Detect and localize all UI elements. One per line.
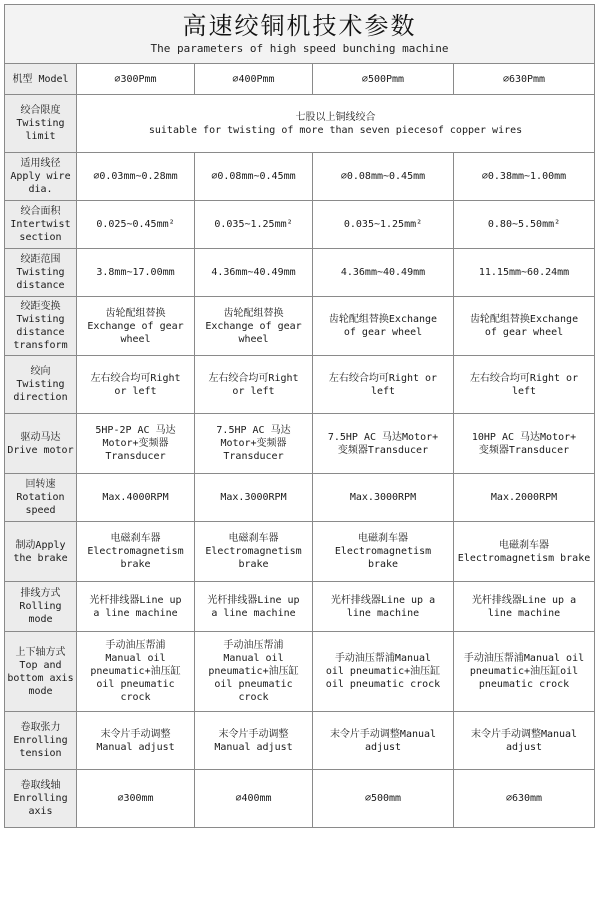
cell-line: 光杆排线器Line up (207, 594, 300, 606)
value-cell (77, 201, 195, 249)
spec-sheet (4, 4, 594, 918)
cell-line: 光杆排线器Line up (89, 594, 182, 606)
row-label (5, 356, 77, 414)
value-cell (195, 632, 313, 712)
cell-line: ⌀300Pmm (114, 73, 157, 85)
value-cell (77, 770, 195, 828)
cell-line: 0.035~1.25mm² (343, 219, 423, 230)
cell-line: 末令片手动调整 (100, 728, 171, 740)
row-label (5, 474, 77, 522)
cell-line: 5HP-2P AC 马达 (95, 425, 176, 436)
cell-line: Max.2000RPM (490, 492, 558, 503)
cell-line: 变频器Transducer (337, 444, 429, 456)
cell-line: or left (114, 385, 157, 397)
cell-line: ⌀630Pmm (502, 73, 546, 85)
cell-line: Top and (19, 659, 62, 671)
cell-line: 制动Apply (15, 539, 66, 551)
value-cell (313, 474, 454, 522)
value-cell (195, 474, 313, 522)
cell-line: dia. (28, 184, 53, 195)
cell-line: 绞距变换 (20, 301, 61, 312)
cell-line: 绞合限度 (20, 105, 61, 116)
cell-line: line machine (487, 607, 561, 619)
cell-line: adjust (364, 741, 402, 753)
cell-line: 变频器Transducer (478, 444, 570, 456)
cell-line: a line machine (211, 607, 296, 619)
table-row (5, 64, 595, 95)
value-cell (77, 64, 195, 95)
cell-line: suitable for twisting of more than seven piecesof copper wires (148, 124, 523, 136)
value-cell (77, 249, 195, 297)
cell-line: or left (232, 385, 275, 397)
cell-line: 手动油压帮浦 (223, 640, 284, 651)
cell-line: 齿轮配组替换 (223, 307, 284, 319)
value-cell (195, 582, 313, 632)
cell-line: brake (238, 559, 269, 570)
cell-line: 7.5HP AC 马达 (216, 425, 291, 436)
parameter-rows (5, 64, 595, 828)
page-title: 高速绞铜机技术参数 (182, 12, 417, 40)
cell-line: ⌀300mm (117, 793, 154, 804)
cell-line: Twisting (16, 379, 65, 390)
value-cell (77, 414, 195, 474)
cell-line: Electromagnetism (87, 546, 184, 557)
cell-line: 4.36mm~40.49mm (211, 267, 296, 278)
cell-line: pneumatic+油压缸 (90, 666, 181, 677)
value-cell (454, 414, 595, 474)
cell-line: 电磁刹车器 (228, 533, 279, 544)
cell-line: transform (13, 340, 68, 351)
cell-line: Motor+变频器 (102, 438, 169, 449)
cell-line: 手动油压帮浦 (105, 640, 166, 651)
cell-line: axis (28, 806, 53, 817)
cell-line: 绞距范围 (20, 254, 61, 265)
value-cell (77, 582, 195, 632)
value-cell (195, 356, 313, 414)
value-cell (77, 712, 195, 770)
value-cell (313, 64, 454, 95)
table-row (5, 414, 595, 474)
table-row (5, 712, 595, 770)
cell-line: Drive motor (7, 444, 74, 456)
cell-line: of gear wheel (484, 327, 564, 338)
cell-line: ⌀0.08mm~0.45mm (211, 171, 296, 182)
cell-line: Manual oil (105, 653, 166, 664)
cell-line: ⌀0.03mm~0.28mm (93, 171, 178, 182)
value-cell (195, 414, 313, 474)
table-row (5, 201, 595, 249)
cell-line: speed (25, 505, 56, 516)
merged-value-cell (77, 95, 595, 153)
cell-line: brake (367, 559, 399, 570)
value-cell (195, 153, 313, 201)
cell-line: crock (238, 692, 269, 703)
cell-line: Transducer (105, 451, 166, 462)
cell-line: Twisting (16, 267, 65, 278)
cell-line: Motor+变频器 (220, 438, 287, 449)
table-row (5, 249, 595, 297)
cell-line: left (370, 385, 396, 397)
cell-line: brake (120, 559, 151, 570)
cell-line: ⌀400Pmm (232, 73, 275, 85)
cell-line: Twisting (16, 118, 65, 129)
row-label (5, 153, 77, 201)
cell-line: distance (16, 280, 65, 291)
cell-line: 0.035~1.25mm² (214, 219, 293, 230)
cell-line: wheel (238, 333, 269, 345)
cell-line: distance (16, 327, 65, 338)
cell-line: 10HP AC 马达Motor+ (471, 431, 577, 443)
cell-line: Max.4000RPM (102, 492, 169, 503)
cell-line: Rolling (19, 601, 62, 612)
cell-line: Manual adjust (96, 741, 175, 753)
row-label (5, 632, 77, 712)
value-cell (195, 770, 313, 828)
value-cell (454, 712, 595, 770)
cell-line: 卷取线轴 (20, 780, 61, 791)
parameters-table (4, 4, 595, 828)
value-cell (454, 356, 595, 414)
value-cell (313, 632, 454, 712)
row-label (5, 582, 77, 632)
cell-line: direction (13, 392, 68, 403)
cell-line: left (511, 385, 537, 397)
value-cell (313, 297, 454, 356)
value-cell (77, 356, 195, 414)
cell-line: ⌀630mm (505, 793, 543, 804)
cell-line: 0.025~0.45mm² (96, 219, 175, 230)
value-cell (195, 522, 313, 582)
value-cell (454, 582, 595, 632)
table-title-cell (5, 5, 595, 64)
cell-line: ⌀400mm (235, 793, 272, 804)
cell-line: Exchange of gear (205, 320, 302, 332)
cell-line: Electromagnetism (334, 546, 432, 557)
cell-line: Manual adjust (214, 741, 293, 753)
cell-line: Electromagnetism (205, 546, 302, 557)
cell-line: oil pneumatic (214, 679, 293, 690)
cell-line: of gear wheel (343, 327, 423, 338)
value-cell (77, 153, 195, 201)
value-cell (313, 201, 454, 249)
value-cell (77, 297, 195, 356)
value-cell (454, 770, 595, 828)
cell-line: Exchange of gear (87, 320, 184, 332)
value-cell (454, 64, 595, 95)
cell-line: 3.8mm~17.00mm (96, 267, 175, 278)
cell-line: limit (25, 131, 56, 142)
cell-line: oil pneumatic+油压缸 (325, 666, 441, 677)
cell-line: section (19, 232, 62, 243)
table-row (5, 356, 595, 414)
cell-line: 回转速 (25, 479, 56, 490)
cell-line: 齿轮配组替换Exchange (469, 314, 579, 325)
value-cell (454, 632, 595, 712)
cell-line: wheel (120, 333, 151, 345)
cell-line: Transducer (223, 451, 284, 462)
cell-line: ⌀0.38mm~1.00mm (481, 171, 567, 182)
cell-line: adjust (505, 741, 543, 753)
cell-line: 绞合面积 (20, 206, 61, 217)
cell-line: 驱动马达 (20, 431, 61, 443)
cell-line: 7.5HP AC 马达Motor+ (327, 431, 439, 443)
cell-line: the brake (13, 552, 68, 564)
value-cell (454, 474, 595, 522)
row-label (5, 95, 77, 153)
table-row (5, 297, 595, 356)
value-cell (195, 249, 313, 297)
cell-line: ⌀500mm (364, 793, 402, 804)
value-cell (195, 297, 313, 356)
row-label (5, 64, 77, 95)
cell-line: 左右绞合均可Right (90, 372, 181, 384)
cell-line: oil pneumatic crock (325, 679, 441, 690)
cell-line: 末令片手动调整Manual (470, 728, 578, 740)
value-cell (313, 770, 454, 828)
table-row (5, 632, 595, 712)
value-cell (313, 582, 454, 632)
cell-line: Manual oil (223, 653, 284, 664)
table-row (5, 582, 595, 632)
cell-line: 齿轮配组替换Exchange (328, 314, 438, 325)
value-cell (313, 153, 454, 201)
cell-line: 0.80~5.50mm² (487, 219, 561, 230)
cell-line: 七股以上铜线绞合 (295, 111, 376, 123)
cell-line: 光杆排线器Line up a (330, 594, 436, 606)
value-cell (454, 297, 595, 356)
row-label (5, 712, 77, 770)
table-row (5, 95, 595, 153)
value-cell (313, 414, 454, 474)
cell-line: 上下轴方式 (15, 646, 66, 658)
cell-line: bottom axis (7, 672, 74, 684)
cell-line: ⌀0.08mm~0.45mm (340, 171, 426, 182)
value-cell (454, 201, 595, 249)
row-label (5, 201, 77, 249)
cell-line: tension (19, 748, 62, 759)
value-cell (77, 632, 195, 712)
cell-line: line machine (346, 607, 420, 619)
value-cell (454, 153, 595, 201)
value-cell (313, 712, 454, 770)
cell-line: Enrolling (13, 735, 68, 746)
cell-line: a line machine (93, 607, 178, 619)
value-cell (454, 249, 595, 297)
cell-line: Max.3000RPM (220, 492, 287, 503)
row-label (5, 297, 77, 356)
cell-line: 齿轮配组替换 (105, 307, 166, 319)
cell-line: 电磁刹车器 (358, 533, 408, 544)
value-cell (77, 474, 195, 522)
table-row (5, 770, 595, 828)
cell-line: 卷取张力 (20, 722, 61, 733)
cell-line: Max.3000RPM (349, 492, 417, 503)
cell-line: Rotation (16, 492, 65, 503)
cell-line: Twisting (16, 314, 65, 325)
value-cell (313, 249, 454, 297)
cell-line: pneumatic+油压缸 (208, 666, 299, 677)
cell-line: Enrolling (13, 793, 68, 804)
cell-line: oil pneumatic crock (96, 679, 175, 703)
cell-line: ⌀500Pmm (361, 73, 405, 85)
value-cell (454, 522, 595, 582)
cell-line: 手动油压帮浦Manual oil (463, 653, 585, 664)
row-label (5, 522, 77, 582)
cell-line: 11.15mm~60.24mm (478, 267, 570, 278)
cell-line: 绞向 (30, 366, 51, 377)
table-row (5, 474, 595, 522)
table-row (5, 522, 595, 582)
value-cell (195, 64, 313, 95)
value-cell (195, 712, 313, 770)
cell-line: 4.36mm~40.49mm (340, 267, 426, 278)
cell-line: pneumatic crock (478, 679, 570, 690)
table-row (5, 153, 595, 201)
cell-line: pneumatic+油压缸oil (469, 666, 579, 677)
value-cell (77, 522, 195, 582)
cell-line: 末令片手动调整 (218, 728, 289, 740)
cell-line: 电磁刹车器 (499, 539, 550, 551)
cell-line: 左右绞合均可Right or (469, 372, 579, 384)
row-label (5, 414, 77, 474)
cell-line: 左右绞合均可Right (208, 372, 299, 384)
row-label (5, 770, 77, 828)
row-label (5, 249, 77, 297)
cell-line: Intertwist (10, 219, 71, 230)
cell-line: Electromagnetism brake (457, 552, 591, 564)
cell-line: 末令片手动调整Manual (329, 728, 437, 740)
cell-line: 机型 Model (12, 73, 69, 85)
cell-line: 电磁刹车器 (110, 533, 161, 544)
cell-line: 手动油压帮浦Manual (334, 653, 432, 664)
page-subtitle: The parameters of high speed bunching machine (150, 42, 449, 55)
cell-line: 适用线径 (20, 158, 61, 169)
value-cell (313, 356, 454, 414)
cell-line: 光杆排线器Line up a (471, 594, 577, 606)
cell-line: 排线方式 (20, 588, 61, 599)
cell-line: 左右绞合均可Right or (328, 372, 438, 384)
value-cell (195, 201, 313, 249)
cell-line: mode (28, 614, 53, 625)
cell-line: Apply wire (10, 171, 71, 182)
cell-line: mode (28, 685, 53, 697)
value-cell (313, 522, 454, 582)
